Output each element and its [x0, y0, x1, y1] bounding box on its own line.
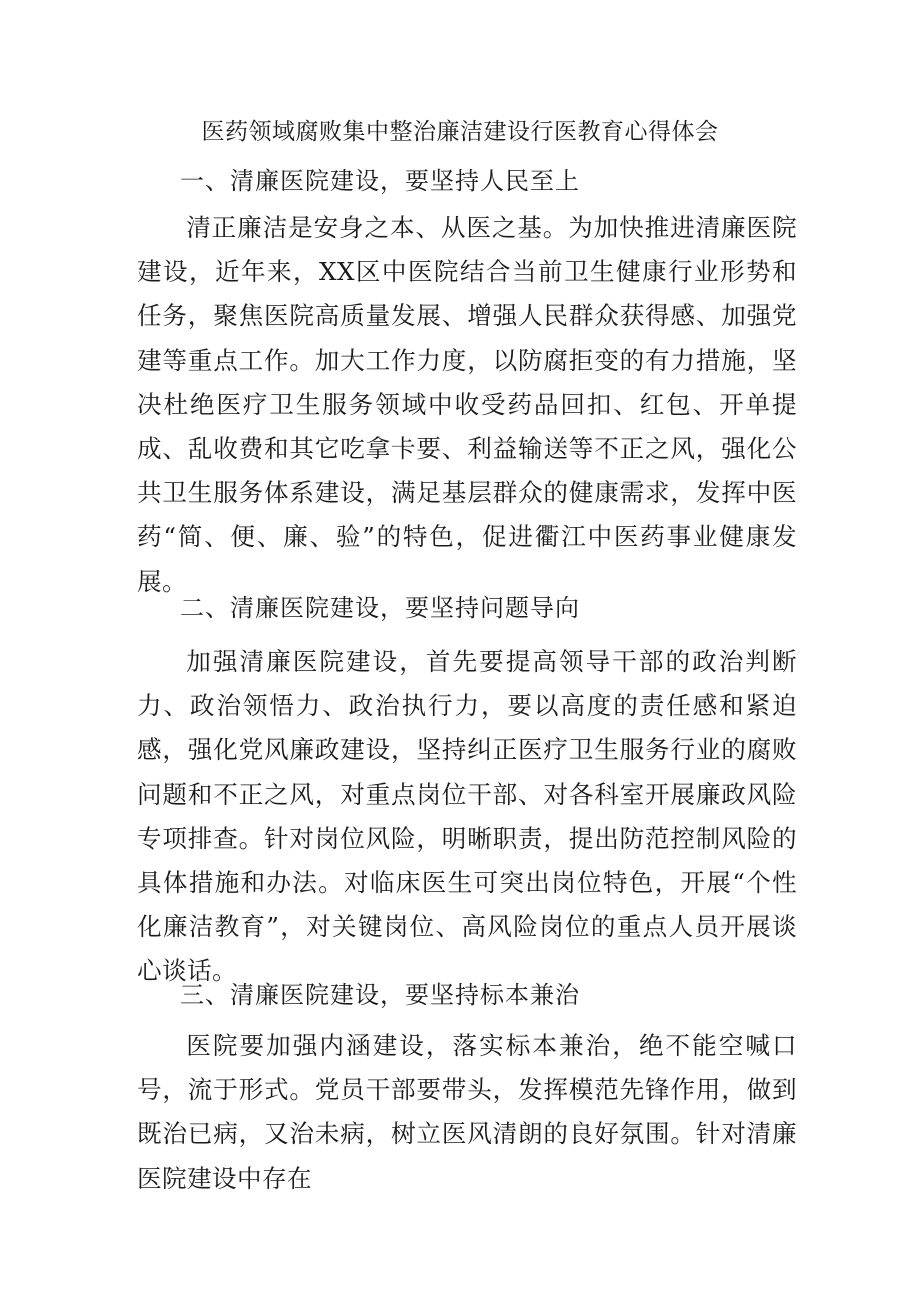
section-heading-3: 三、清廉医院建设，要坚持标本兼治 — [180, 981, 580, 1009]
section-heading-1: 一、清廉医院建设，要坚持人民至上 — [180, 167, 580, 195]
section-heading-2: 二、清廉医院建设，要坚持问题导向 — [180, 594, 580, 622]
section-body-2: 加强清廉医院建设，首先要提高领导干部的政治判断力、政治领悟力、政治执行力，要以高度的责任感和紧迫感，强化党风廉政建设，坚持纠正医疗卫生服务行业的腐败问题和不正之风，对重点岗位干部、对各科室开展廉政风险专项排查。针对岗位风险，明晰职责，提出防范控制风险的具体措施和办法。对临床医生可突出岗位特色，开展“个性化廉洁教育”，对关键岗位、高风险岗位的重点人员开展谈心谈话。 — [137, 647, 797, 986]
section-body-3: 医院要加强内涵建设，落实标本兼治，绝不能空喊口号，流于形式。党员干部要带头，发挥模范先锋作用，做到既治已病，又治未病，树立医风清朗的良好氛围。针对清廉医院建设中存在 — [137, 1031, 797, 1193]
document-title: 医药领域腐败集中整治廉洁建设行医教育心得体会 — [201, 119, 719, 145]
section-body-1: 清正廉洁是安身之本、从医之基。为加快推进清廉医院建设，近年来，XX区中医院结合当前卫生健康行业形势和任务，聚焦医院高质量发展、增强人民群众获得感、加强党建等重点工作。加大工作力度，以防腐拒变的有力措施，坚决杜绝医疗卫生服务领域中收受药品回扣、红包、开单提成、乱收费和其它吃拿卡要、利益输送等不正之风，强化公共卫生服务体系建设，满足基层群众的健康需求，发挥中医药“简、便、廉、验”的特色，促进衢江中医药事业健康发展。 — [137, 213, 797, 596]
